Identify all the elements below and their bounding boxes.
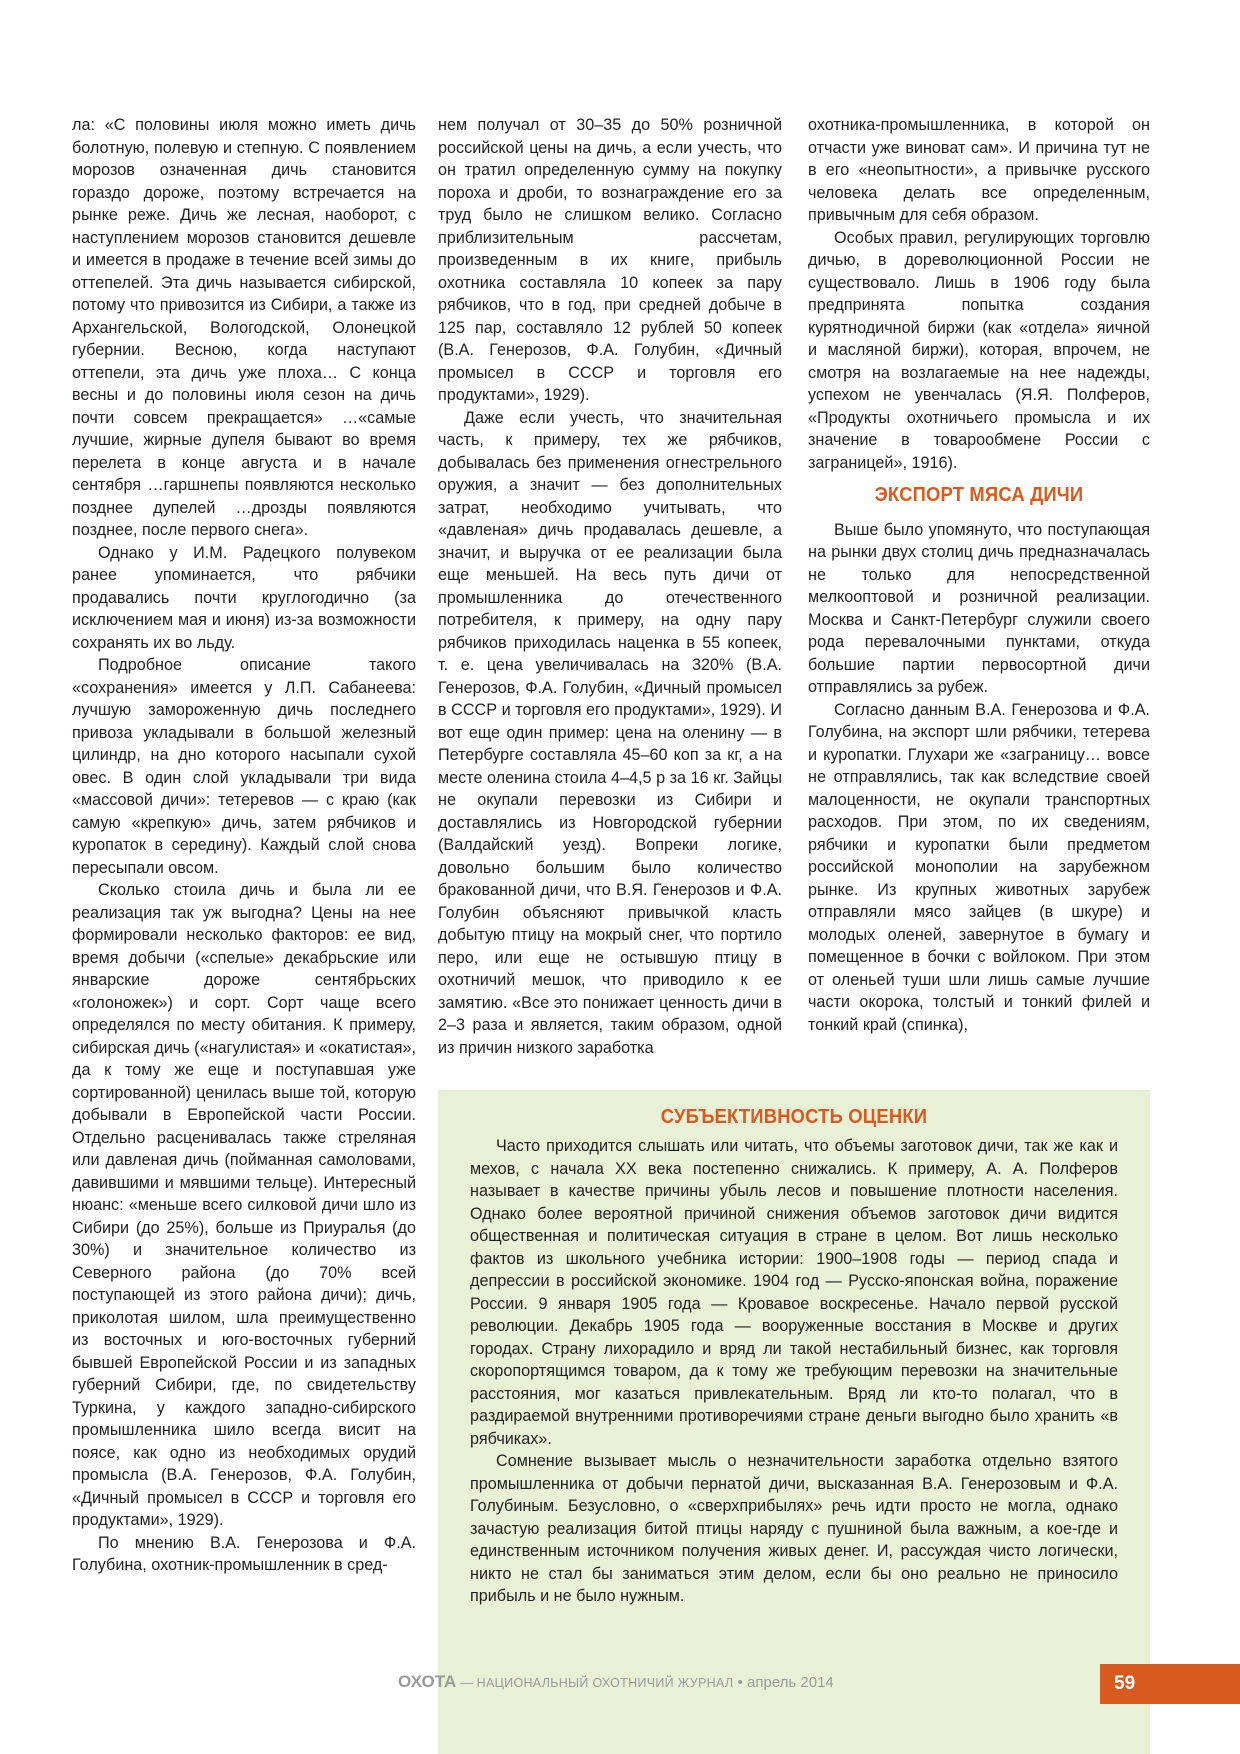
section-heading: ЭКСПОРТ МЯСА ДИЧИ [874, 484, 1084, 506]
column-3 [808, 114, 1150, 1036]
sidebar-paragraph: Часто приходится слышать или читать, что объемы заготовок дичи, так же как и мехов, с начала XX века постепенно снижались. К примеру, А. А. Полферов называет в качестве причины убыль лесов и повышение плотности населения. Однако более вероятной причиной снижения объемов заготовок дичи видится общественная и политическая ситуация в стране в целом. Вот лишь несколько фактов из школьного учебника истории: 1900–1908 годы — период спада и депрессии в российской экономике. 1904 год — Русско-японская война, поражение России. 9 января 1905 года — Кровавое воскресенье. Начало первой русской революции. Декабрь 1905 года — вооруженные восстания в Москве и других городах. Страну лихорадило и вряд ли такой нестабильный бизнес, как торговля скоропортящимся товаром, да к тому же требующим перевозки на значительные расстояния, мог казаться привлекательным. Вряд ли кто-то полагал, что в раздираемой внутренними противоречиями стране деньги выгодно было хранить «в рябчиках». [470, 1137, 1118, 1448]
body-paragraph: ла: «С половины июля можно иметь дичь болотную, полевую и степную. С появлением морозов означенная дичь становится гораздо дороже, поэтому встречается на рынке реже. Дичь же лесная, наоборот, с наступлением морозов становится дешевле и имеется в продаже в течение всей зимы до оттепелей. Эта дичь называется сибирской, потому что привозится из Сибири, а также из Архангельской, Вологодской, Олонецкой губернии. Весною, когда наступают оттепели, эта дичь уже плоха… С конца весны и до половины июля сезон на дичь почти совсем прекращается» …«самые лучшие, жирные дупеля бывают во время перелета в конце августа и в начале сентября …гаршнепы появляются несколько позднее дупелей …дрозды появляются позднее, после первого снега». [72, 116, 416, 539]
journal-brand: ОХОТА [398, 1672, 457, 1691]
body-paragraph: Однако у И.М. Радецкого полувеком ранее упоминается, что рябчики продавались почти круглогодично (за исключением мая и июня) из-за возможности сохранять их во льду. [72, 543, 416, 652]
body-paragraph: Подробное описание такого «сохранения» имеется у Л.П. Сабанеева: лучшую замороженную дичь последнего привоза укладывали в большой железный цилиндр, на дно которого насыпали сухой овес. В один слой укладывали три вида «массовой дичи»: тетеревов — с краю (как самую «крепкую» дичь, затем рябчиков и куропаток в середину). Каждый слой снова пересыпали овсом. [72, 656, 416, 877]
footer-journal-title [398, 1672, 834, 1692]
body-paragraph: Даже если учесть, что значительная часть, к примеру, тех же рябчиков, добывалась без применения огнестрельного оружия, а значит — без дополнительных затрат, необходимо учитывать, что «давленая» дичь продавалась дешевле, а значит, и выручка от ее реализации была еще меньшей. На весь путь дичи от промышленника до отечественного потребителя, к примеру, на одну пару рябчиков приходилась наценка в 55 копеек, т. е. цена увеличивалась на 320% (В.А. Генерозов, Ф.А. Голубин, «Дичный промысел в СССР и торговля его продуктами», 1929). И вот еще один пример: цена на оленину — в Петербурге составляла 45–60 коп за кг, а на месте оленина стоила 4–4,5 р за 16 кг. Зайцы не окупали перевозки из Сибири и доставлялись из Новгородской губернии (Валдайский уезд). Вопреки логике, довольно большим было количество бракованной дичи, что В.Я. Генерозов и Ф.А. Голубин объясняют привычкой класть добытую птицу на мокрый снег, что портило перо, или еще не остывшую птицу в охотничий мешок, что приводило к ее замятию. «Все это понижает ценность дичи в 2–3 раза и является, таким образом, одной из причин низкого заработка [438, 408, 782, 1057]
body-paragraph: Выше было упомянуто, что поступающая на рынки двух столиц дичь предназначалась не только для непосредственной мелкооптовой и розничной реализации. Москва и Санкт-Петербург служили своего рода перевалочными пунктами, откуда большие партии первосортной дичи отправлялись за рубеж. [808, 520, 1150, 696]
column-1 [72, 114, 416, 1577]
sidebar-paragraph: Сомнение вызывает мысль о незначительности заработка отдельно взятого промышленника от добычи пернатой дичи, высказанная В.А. Генерозовым и Ф.А. Голубиным. Безусловно, о «сверхприбылях» речь идти просто не могла, однако зачастую реализация битой птицы наряду с пушниной была важным, а кое-где и единственным источником получения живых денег. И, рассуждая чисто логически, никто не стал бы заниматься этим делом, если бы оно реально не приносило прибыль и не было нужным. [470, 1452, 1118, 1605]
issue-date: • апрель 2014 [733, 1674, 834, 1691]
page-number: 59 [1100, 1664, 1240, 1704]
body-paragraph: охотника-промышленника, в которой он отчасти уже виноват сам». И причина тут не в его «неопытности», а привычке русского человека делать все определенным, привычным для себя образом. [808, 116, 1150, 224]
column-2 [438, 114, 782, 1059]
sidebar-heading: СУБЪЕКТИВНОСТЬ ОЦЕНКИ [660, 1106, 928, 1128]
body-paragraph: нем получал от 30–35 до 50% розничной российской цены на дичь, а если учесть, что он тратил определенную сумму на покупку пороха и дроби, то вознаграждение его за труд было не слишком велико. Согласно приблизительным рассчетам, произведенным в их книге, прибыль охотника составляла 10 копеек за пару рябчиков, что в год, при средней добыче в 125 пар, составляло 12 рублей 50 копеек (В.А. Генерозов, Ф.А. Голубин, «Дичный промысел в СССР и торговля его продуктами», 1929). [438, 116, 782, 404]
body-paragraph: По мнению В.А. Генерозова и Ф.А. Голубина, охотник-промышленник в сред- [72, 1533, 416, 1574]
body-paragraph: Согласно данным В.А. Генерозова и Ф.А. Голубина, на экспорт шли рябчики, тетерева и куропатки. Глухари же «заграницу… вовсе не отправлялись, так как вследствие своей малоценности, не окупали транспортных расходов. При этом, по их сведениям, рябчики и куропатки были предметом российской монополии на зарубежном рынке. Из крупных животных зарубеж отправляли мясо зайцев (в шкуре) и молодых оленей, завернутое в бумагу и помещенное в бочки с войлоком. При этом от оленьей туши шли лишь самые лучшие части окорока, толстый и тонкий филей и тонкий край (спинка), [808, 700, 1150, 1034]
body-paragraph: Сколько стоила дичь и была ли ее реализация так уж выгодна? Цены на нее формировали несколько факторов: ее вид, время добычи («спелые» декабрьские или январские дороже сентябрьских «голоножек») и сорт. Сорт чаще всего определялся по месту обитания. К примеру, сибирская дичь («нагулистая» и «окатистая», да к тому же еще и поступавшая уже сортированной) ценилась выше той, которую добывали в Европейской части России. Отдельно расценивалась также стреляная или давленая дичь (пойманная самоловами, давившими и мявшими тельце). Интересный нюанс: «меньше всего силковой дичи шло из Сибири (до 25%), больше из Приуралья (до 30%) и значительное количество из Северного района (до 70% всей поступающей из этого района дичи); дичь, приколотая шилом, шла преимущественно из восточных и юго-восточных губерний бывшей Европейской России и из западных губерний Сибири, где, по свидетельству Туркина, у каждого западно-сибирского промышленника шило всегда висит на поясе, как одно из необходимых орудий промысла (В.А. Генерозов, Ф.А. Голубин, «Дичный промысел в СССР и торговля его продуктами», 1929). [72, 881, 416, 1529]
body-paragraph: Особых правил, регулирующих торговлю дичью, в дореволюционной России не существовало. Лишь в 1906 году была предпринята попытка создания курятнодичной биржи (как «отдела» яичной и масляной биржи), которая, впрочем, не смотря на возлагаемые на нее надежды, успехом не увенчалась (Я.Я. Полферов, «Продукты охотничьего промысла и их значение в товарообмене России с заграницей», 1916). [808, 228, 1150, 472]
sidebar-box [438, 1090, 1150, 1754]
journal-subtitle: — НАЦИОНАЛЬНЫЙ ОХОТНИЧИЙ ЖУРНАЛ [456, 1676, 734, 1690]
